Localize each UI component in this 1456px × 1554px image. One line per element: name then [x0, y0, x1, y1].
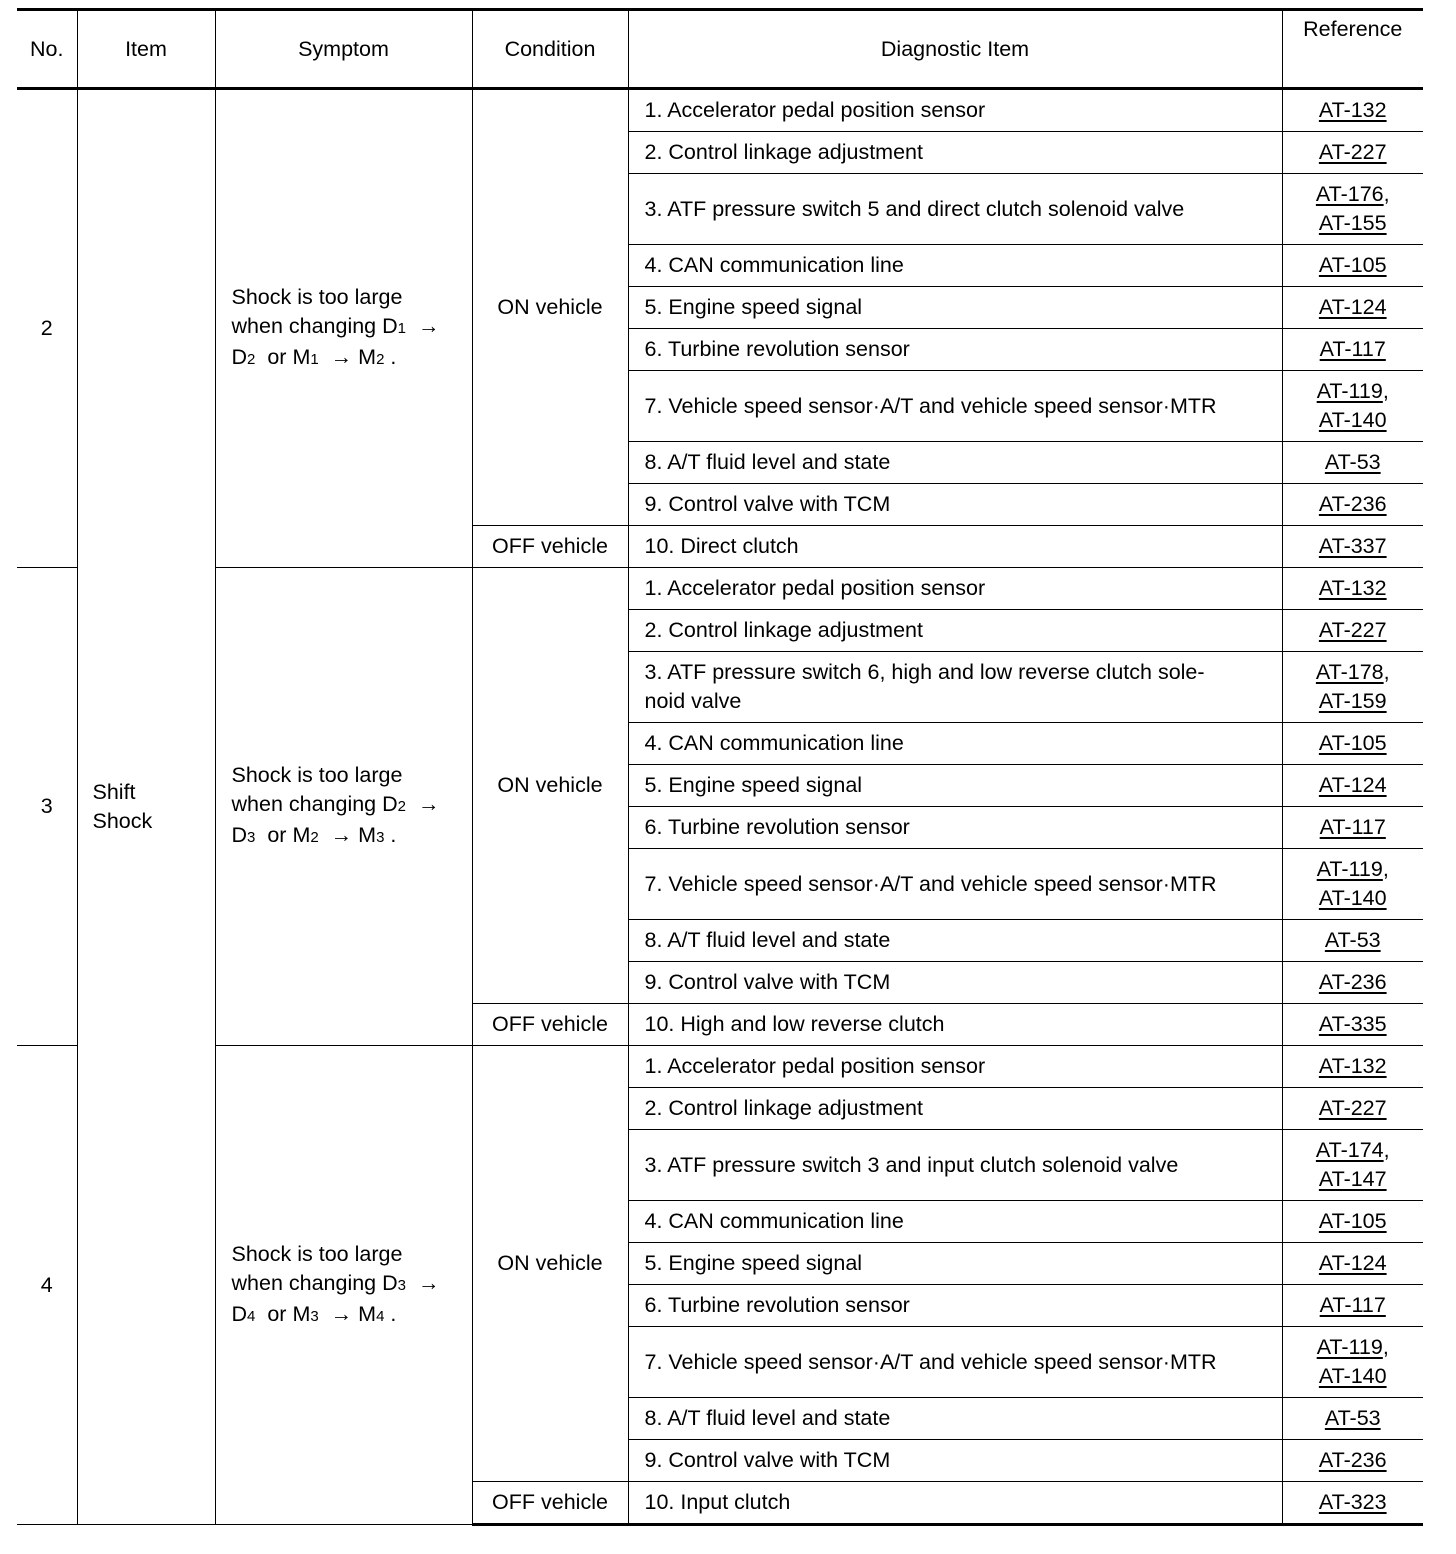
header-symptom: Symptom	[215, 10, 472, 89]
table-row	[17, 89, 1423, 132]
diagnostic-item-text: 1. Accelerator pedal position sensor	[644, 1054, 986, 1078]
reference-cell	[1282, 1243, 1423, 1285]
reference-cell	[1282, 1004, 1423, 1046]
gear-to: D	[231, 823, 248, 847]
symptom-cell	[215, 568, 472, 1046]
reference-link[interactable]: AT-337	[1318, 534, 1387, 558]
diagnostic-item-text: 5. Engine speed signal	[644, 773, 863, 797]
header-no: No.	[17, 10, 77, 89]
reference-link[interactable]: AT-335	[1318, 1012, 1387, 1036]
arrow-icon: →	[330, 1301, 353, 1326]
gear-subscript: 2	[247, 351, 256, 368]
diagnostic-item-text: 7. Vehicle speed sensor·A/T and vehicle speed sensor·MTR	[644, 871, 1217, 896]
symptom-text: when changing	[231, 792, 383, 816]
gear-from: D	[382, 314, 398, 338]
reference-link[interactable]: AT-117	[1319, 1293, 1386, 1317]
reference-link[interactable]: AT-155	[1318, 211, 1387, 235]
reference-cell	[1282, 765, 1423, 807]
arrow-icon: →	[330, 823, 353, 847]
gear-subscript: 2	[376, 351, 385, 368]
table-body	[17, 89, 1423, 1525]
reference-cell	[1282, 245, 1423, 287]
reference-link[interactable]: AT-119	[1316, 379, 1383, 403]
diagnostic-item-text: 10. Input clutch	[644, 1490, 791, 1514]
reference-cell	[1282, 610, 1423, 652]
diagnostic-item-text: 6. Turbine revolution sensor	[644, 337, 910, 361]
reference-cell	[1282, 526, 1423, 568]
diagnostic-item	[628, 920, 1282, 962]
diagnostic-item	[628, 174, 1282, 245]
table-row	[17, 1046, 1423, 1088]
header-row	[17, 10, 1423, 89]
diagnostic-item	[628, 1285, 1282, 1327]
item-label: Shock	[92, 809, 153, 833]
reference-cell	[1282, 1398, 1423, 1440]
diagnostic-item	[628, 765, 1282, 807]
diagnostic-item-text: 3. ATF pressure switch 6, high and low reverse clutch sole-	[644, 660, 1205, 684]
diagnostic-item	[628, 484, 1282, 526]
gear-subscript: 1	[310, 351, 319, 368]
gear-subscript: 3	[310, 1307, 319, 1325]
reference-link[interactable]: AT-140	[1318, 886, 1387, 910]
diagnostic-item	[628, 526, 1282, 568]
reference-link[interactable]: AT-140	[1318, 1364, 1387, 1388]
diagnostic-item-text: 2. Control linkage adjustment	[644, 1096, 923, 1120]
symptom-text: when changing	[231, 314, 383, 338]
reference-cell: AT-119, AT-140	[1282, 371, 1423, 442]
diagnostic-item-text: 1. Accelerator pedal position sensor	[644, 98, 986, 122]
diagnostic-item	[628, 287, 1282, 329]
or-text: or	[267, 1301, 287, 1326]
reference-link[interactable]: AT-227	[1318, 140, 1387, 164]
reference-link[interactable]: AT-124	[1318, 295, 1387, 319]
condition-off-vehicle: OFF vehicle	[472, 1482, 628, 1525]
or-text: or	[267, 823, 287, 847]
diagnostic-item	[628, 1243, 1282, 1285]
diagnostic-item-text: 5. Engine speed signal	[644, 1251, 863, 1275]
gear-subscript: 4	[247, 1307, 256, 1325]
diagnostic-item-text: 4. CAN communication line	[644, 731, 904, 755]
diagnostic-item	[628, 1046, 1282, 1088]
gear-from: D	[382, 1270, 398, 1295]
reference-link[interactable]: AT-236	[1318, 1448, 1387, 1472]
row-number: 3	[17, 568, 77, 1046]
diagnostic-item-text: 8. A/T fluid level and state	[644, 928, 891, 952]
header-diagnostic-item: Diagnostic Item	[628, 10, 1282, 89]
diagnostic-item	[628, 807, 1282, 849]
symptom-text: when changing	[231, 1270, 383, 1295]
reference-cell	[1282, 1088, 1423, 1130]
reference-cell	[1282, 807, 1423, 849]
gear-subscript: 3	[376, 829, 385, 846]
symptom-end: .	[390, 1301, 397, 1326]
condition-off-vehicle: OFF vehicle	[472, 526, 628, 568]
diagnostic-item	[628, 1398, 1282, 1440]
reference-link[interactable]: AT-227	[1318, 1096, 1387, 1120]
reference-cell	[1282, 89, 1423, 132]
symptom-end: .	[390, 345, 397, 369]
reference-link[interactable]: AT-119	[1316, 857, 1383, 881]
diagnostic-item	[628, 329, 1282, 371]
gear-from: M	[292, 823, 311, 847]
diagnostic-item	[628, 1201, 1282, 1243]
reference-link[interactable]: AT-132	[1318, 98, 1387, 122]
reference-link[interactable]: AT-132	[1318, 1054, 1387, 1078]
reference-link[interactable]: AT-117	[1319, 815, 1386, 839]
reference-cell: AT-176, AT-155	[1282, 174, 1423, 245]
gear-subscript: 2	[397, 798, 406, 815]
table-row	[17, 568, 1423, 610]
reference-link[interactable]: AT-124	[1318, 773, 1387, 797]
reference-cell	[1282, 287, 1423, 329]
row-number: 4	[17, 1046, 77, 1525]
reference-cell	[1282, 1285, 1423, 1327]
diagnostic-item-text: 4. CAN communication line	[644, 253, 904, 277]
reference-link[interactable]: AT-105	[1318, 731, 1387, 755]
condition-on-vehicle: ON vehicle	[472, 1046, 628, 1482]
diagnostic-item	[628, 1130, 1282, 1201]
diagnostic-item	[628, 1440, 1282, 1482]
row-number: 2	[17, 89, 77, 568]
symptom-line: Shock is too large	[231, 1241, 403, 1266]
reference-link[interactable]: AT-236	[1318, 492, 1387, 516]
reference-cell	[1282, 568, 1423, 610]
reference-cell	[1282, 723, 1423, 765]
item-cell	[77, 89, 215, 1525]
arrow-icon: →	[417, 314, 440, 338]
header-item: Item	[77, 10, 215, 89]
gear-subscript: 4	[376, 1307, 385, 1325]
diagnostic-item	[628, 442, 1282, 484]
diagnostic-item	[628, 1088, 1282, 1130]
reference-link[interactable]: AT-105	[1318, 1209, 1387, 1233]
diagnostic-item-text: 2. Control linkage adjustment	[644, 140, 923, 164]
symptom-line: Shock is too large	[231, 763, 403, 787]
diagnostic-item-text: 5. Engine speed signal	[644, 295, 863, 319]
diagnostic-item-text: 7. Vehicle speed sensor·A/T and vehicle speed sensor·MTR	[644, 1349, 1217, 1374]
gear-subscript: 3	[247, 829, 256, 846]
gear-to: D	[231, 1301, 248, 1326]
diagnostic-item	[628, 89, 1282, 132]
reference-cell: AT-178, AT-159	[1282, 652, 1423, 723]
reference-cell	[1282, 329, 1423, 371]
gear-to: M	[358, 1301, 377, 1326]
diagnostic-item-text: 3. ATF pressure switch 5 and direct clutch solenoid valve	[644, 196, 1185, 221]
item-label: Shift	[92, 780, 136, 804]
diagnostic-item-text: 9. Control valve with TCM	[644, 1448, 891, 1472]
condition-on-vehicle: ON vehicle	[472, 89, 628, 526]
reference-cell	[1282, 920, 1423, 962]
symptom-line: Shock is too large	[231, 285, 403, 309]
reference-cell	[1282, 132, 1423, 174]
diagnostic-item	[628, 1482, 1282, 1525]
reference-link[interactable]: AT-119	[1316, 1335, 1383, 1359]
diagnostic-item-text: 6. Turbine revolution sensor	[644, 1293, 910, 1317]
diagnostic-item	[628, 962, 1282, 1004]
reference-link[interactable]: AT-105	[1318, 253, 1387, 277]
reference-link[interactable]: AT-236	[1318, 970, 1387, 994]
reference-link[interactable]: AT-159	[1318, 689, 1387, 713]
gear-to: M	[358, 345, 377, 369]
gear-from: D	[382, 792, 398, 816]
reference-link[interactable]: AT-117	[1319, 337, 1386, 361]
gear-subscript: 2	[310, 829, 319, 846]
diagnostic-item-text: 8. A/T fluid level and state	[644, 1406, 891, 1430]
gear-to: D	[231, 345, 248, 369]
reference-link[interactable]: AT-140	[1318, 408, 1387, 432]
header-condition: Condition	[472, 10, 628, 89]
arrow-icon: →	[417, 792, 440, 816]
reference-cell	[1282, 1201, 1423, 1243]
diagnostic-item-text: 7. Vehicle speed sensor·A/T and vehicle speed sensor·MTR	[644, 393, 1217, 418]
diagnostic-item-text: 8. A/T fluid level and state	[644, 450, 891, 474]
reference-link[interactable]: AT-53	[1324, 1406, 1381, 1430]
diagnostic-item	[628, 245, 1282, 287]
reference-cell: AT-119, AT-140	[1282, 1327, 1423, 1398]
diagnostic-item	[628, 1004, 1282, 1046]
diagnostic-item-text: 3. ATF pressure switch 3 and input clutch solenoid valve	[644, 1152, 1179, 1177]
gear-subscript: 3	[397, 1276, 406, 1294]
diagnostic-item	[628, 371, 1282, 442]
diagnostic-item	[628, 568, 1282, 610]
symptom-end: .	[390, 823, 397, 847]
symptom-cell	[215, 89, 472, 568]
reference-cell: AT-119, AT-140	[1282, 849, 1423, 920]
reference-link[interactable]: AT-174	[1315, 1138, 1384, 1162]
gear-from: M	[292, 1301, 311, 1326]
reference-cell: AT-174, AT-147	[1282, 1130, 1423, 1201]
reference-link[interactable]: AT-132	[1318, 576, 1387, 600]
or-text: or	[267, 345, 287, 369]
gear-subscript: 1	[397, 320, 406, 337]
reference-link[interactable]: AT-323	[1318, 1490, 1387, 1514]
diagnostic-item-text: noid valve	[644, 689, 742, 713]
reference-link[interactable]: AT-53	[1324, 928, 1381, 952]
header-reference: Reference	[1282, 10, 1423, 89]
diagnostic-item	[628, 1327, 1282, 1398]
reference-link[interactable]: AT-53	[1324, 450, 1381, 474]
reference-cell	[1282, 442, 1423, 484]
diagnostic-item-text: 4. CAN communication line	[644, 1209, 904, 1233]
diagnostic-item-text: 1. Accelerator pedal position sensor	[644, 576, 986, 600]
reference-link[interactable]: AT-178	[1315, 660, 1384, 684]
diagnostic-item	[628, 723, 1282, 765]
gear-to: M	[358, 823, 377, 847]
diagnostic-item-text: 9. Control valve with TCM	[644, 492, 891, 516]
reference-cell	[1282, 484, 1423, 526]
reference-link[interactable]: AT-124	[1318, 1251, 1387, 1275]
diagnostic-item	[628, 849, 1282, 920]
condition-off-vehicle: OFF vehicle	[472, 1004, 628, 1046]
gear-from: M	[292, 345, 311, 369]
reference-cell	[1282, 1482, 1423, 1525]
diagnostic-item-text: 2. Control linkage adjustment	[644, 618, 923, 642]
reference-cell	[1282, 962, 1423, 1004]
reference-link[interactable]: AT-176	[1315, 182, 1384, 206]
diagnosis-table-container	[17, 8, 1423, 1526]
diagnostic-item	[628, 132, 1282, 174]
diagnostic-item-text: 9. Control valve with TCM	[644, 970, 891, 994]
reference-cell	[1282, 1440, 1423, 1482]
arrow-icon: →	[417, 1270, 440, 1295]
diagnostic-item	[628, 652, 1282, 723]
reference-link[interactable]: AT-227	[1318, 618, 1387, 642]
symptom-cell	[215, 1046, 472, 1525]
diagnostic-item-text: 10. High and low reverse clutch	[644, 1012, 945, 1036]
reference-cell	[1282, 1046, 1423, 1088]
diagnostic-item	[628, 610, 1282, 652]
diagnostic-item-text: 10. Direct clutch	[644, 534, 799, 558]
condition-on-vehicle: ON vehicle	[472, 568, 628, 1004]
arrow-icon: →	[330, 345, 353, 369]
diagnostic-item-text: 6. Turbine revolution sensor	[644, 815, 910, 839]
reference-link[interactable]: AT-147	[1318, 1167, 1387, 1191]
shift-shock-diagnosis-table	[17, 8, 1423, 1526]
